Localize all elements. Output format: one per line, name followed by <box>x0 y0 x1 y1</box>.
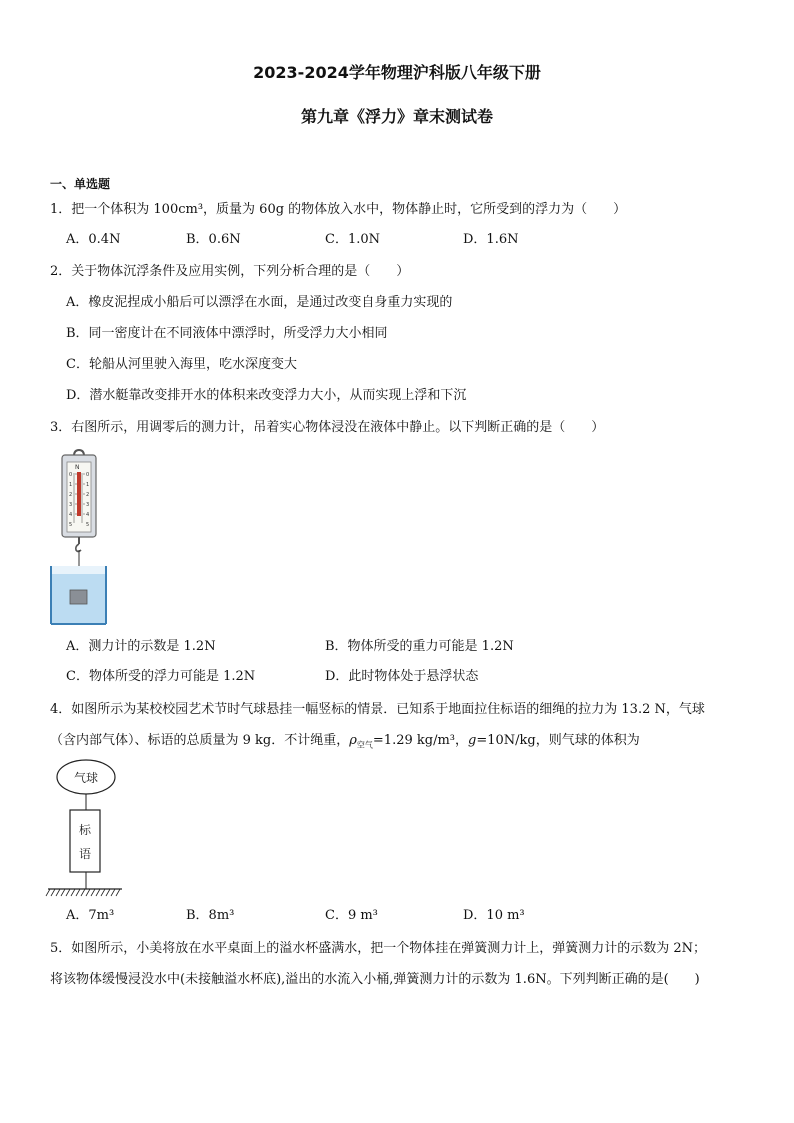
hatch-mark <box>96 889 100 896</box>
g-symbol: g <box>468 733 477 748</box>
scale-tick-label: 4 <box>69 512 73 518</box>
question-3-stem: 3．右图所示，用调零后的测力计，吊着实心物体浸没在液体中静止。以下判断正确的是（ ） <box>50 420 605 435</box>
q1-option-a: A．0.4N <box>66 232 121 247</box>
hatch-mark <box>116 889 120 896</box>
scale-tick-label: 3 <box>86 502 90 508</box>
q3-option-c: C．物体所受的浮力可能是 1.2N <box>66 669 256 684</box>
rho-subscript: 空气 <box>356 740 373 750</box>
q1-option-b: B．0.6N <box>186 232 241 247</box>
ground-hatch <box>46 889 120 896</box>
scale-tick-label: 0 <box>69 472 73 478</box>
balloon-banner-figure <box>44 758 126 900</box>
scale-tick-label: 5 <box>86 522 90 528</box>
hatch-mark <box>111 889 115 896</box>
scale-indicator <box>77 472 81 516</box>
hatch-mark <box>61 889 65 896</box>
scale-tick-label: 2 <box>86 492 90 498</box>
scale-tick-label: 4 <box>86 512 90 518</box>
q2-option-d: D．潜水艇靠改变排开水的体积来改变浮力大小，从而实现上浮和下沉 <box>66 388 467 403</box>
scale-tick-label: 2 <box>69 492 73 498</box>
q4-option-a: A．7m³ <box>66 908 115 923</box>
hatch-mark <box>71 889 75 896</box>
q4-option-b: B．8m³ <box>186 908 235 923</box>
q4-option-d: D．10 m³ <box>463 908 525 923</box>
scale-tick-label: 3 <box>69 502 73 508</box>
q4-option-c: C．9 m³ <box>325 908 378 923</box>
hatch-mark <box>81 889 85 896</box>
q4-stem-part-b: =1.29 kg/m³， <box>372 733 468 748</box>
scale-tick-label: 5 <box>69 522 73 528</box>
hatch-mark <box>46 889 50 896</box>
q3-option-d: D．此时物体处于悬浮状态 <box>325 669 479 684</box>
scale-tick-label: 1 <box>86 482 90 488</box>
question-5-stem-line2: 将该物体缓慢浸没水中(未接触溢水杯底),溢出的水流入小桶,弹簧测力计的示数为 1.6N。下列判断正确的是( ) <box>50 972 700 987</box>
question-4-stem-line2 <box>50 732 640 755</box>
section-heading: 一、单选题 <box>50 177 111 191</box>
exam-title: 2023-2024学年物理沪科版八年级下册 <box>253 63 541 82</box>
question-1-stem: 1．把一个体积为 100cm³，质量为 60g 的物体放入水中，物体静止时，它所受到的浮力为（ ） <box>50 202 627 217</box>
q1-option-d: D．1.6N <box>463 232 519 247</box>
q4-stem-part-c: =10N/kg，则气球的体积为 <box>476 733 640 748</box>
scale-tick-label: 1 <box>69 482 73 488</box>
rho-symbol: ρ <box>349 733 357 748</box>
question-4-stem-line1: 4．如图所示为某校校园艺术节时气球悬挂一幅竖标的情景．已知系于地面拉住标语的细绳的拉力为 13.2 N，气球 <box>50 702 705 717</box>
hatch-mark <box>91 889 95 896</box>
balloon-label: 气球 <box>73 771 99 785</box>
q4-stem-part-a: （含内部气体）、标语的总质量为 9 kg．不计绳重， <box>50 733 350 748</box>
scale-tick-label: 0 <box>86 472 90 478</box>
spring-scale-figure <box>48 448 110 630</box>
q3-option-a: A．测力计的示数是 1.2N <box>66 639 216 654</box>
q1-option-c: C．1.0N <box>325 232 380 247</box>
scale-unit-letter: N <box>75 464 80 471</box>
q2-option-b: B．同一密度计在不同液体中漂浮时，所受浮力大小相同 <box>66 326 388 341</box>
q2-option-a: A．橡皮泥捏成小船后可以漂浮在水面，是通过改变自身重力实现的 <box>66 295 453 310</box>
bottom-hook-icon <box>76 544 81 552</box>
banner-shape <box>70 810 100 872</box>
hatch-mark <box>101 889 105 896</box>
banner-char-1: 标 <box>78 823 92 837</box>
q3-option-b: B．物体所受的重力可能是 1.2N <box>325 639 514 654</box>
hatch-mark <box>66 889 70 896</box>
q2-option-c: C．轮船从河里驶入海里，吃水深度变大 <box>66 357 297 372</box>
hatch-mark <box>56 889 60 896</box>
banner-char-2: 语 <box>78 847 92 861</box>
hatch-mark <box>106 889 110 896</box>
hatch-mark <box>51 889 55 896</box>
exam-subtitle: 第九章《浮力》章末测试卷 <box>300 107 493 126</box>
question-5-stem-line1: 5．如图所示，小美将放在水平桌面上的溢水杯盛满水，把一个物体挂在弹簧测力计上，弹簧测力计的示数为 2N； <box>50 941 707 956</box>
hatch-mark <box>86 889 90 896</box>
question-2-stem: 2．关于物体沉浮条件及应用实例，下列分析合理的是（ ） <box>50 264 410 279</box>
submerged-object <box>70 590 87 604</box>
hatch-mark <box>76 889 80 896</box>
